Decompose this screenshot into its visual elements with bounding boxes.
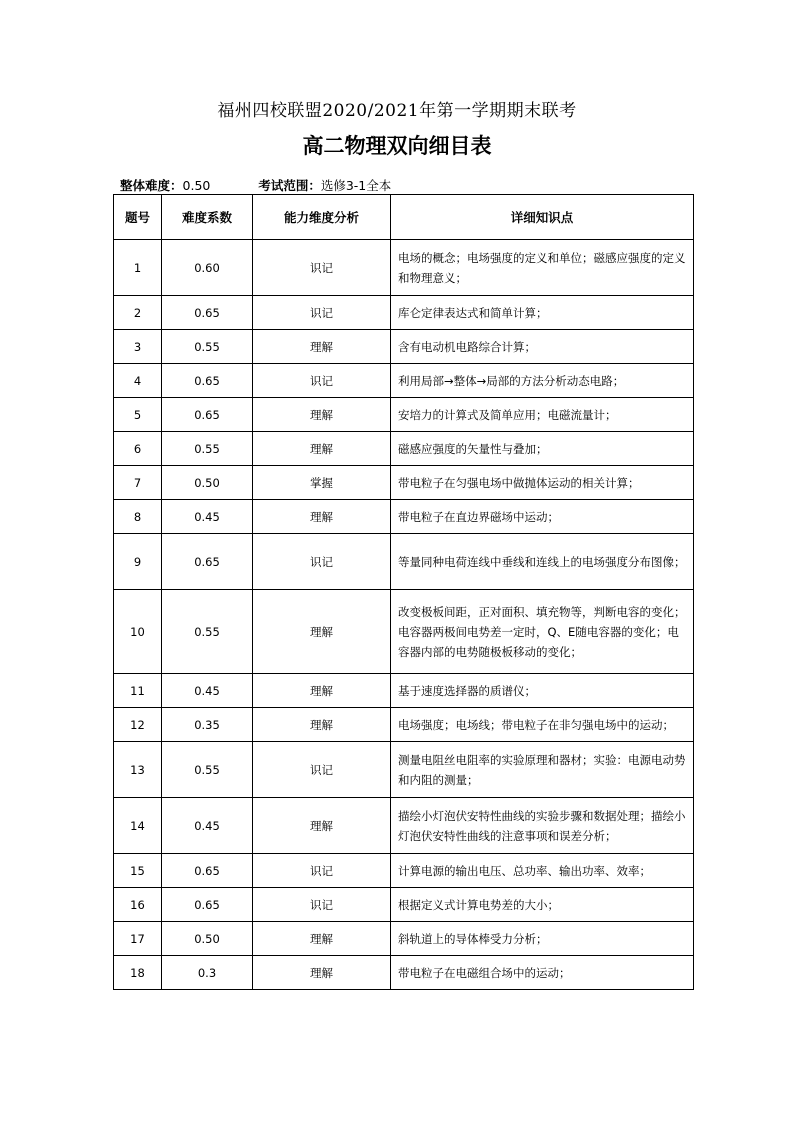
difficulty-coef: 0.60: [162, 240, 253, 296]
ability-dimension: 理解: [253, 500, 391, 534]
table-row: [114, 364, 694, 398]
difficulty-coef: 0.65: [162, 888, 253, 922]
knowledge-point: 带电粒子在电磁组合场中的运动；: [391, 956, 694, 990]
table-row: [114, 888, 694, 922]
question-no: 6: [114, 432, 162, 466]
ability-dimension: 理解: [253, 922, 391, 956]
ability-dimension: 识记: [253, 296, 391, 330]
knowledge-point: 利用局部→整体→局部的方法分析动态电路；: [391, 364, 694, 398]
question-no: 3: [114, 330, 162, 364]
difficulty-coef: 0.50: [162, 466, 253, 500]
difficulty-coef: 0.45: [162, 674, 253, 708]
header-difficulty: 难度系数: [162, 195, 253, 240]
question-no: 16: [114, 888, 162, 922]
ability-dimension: 理解: [253, 798, 391, 854]
question-no: 10: [114, 590, 162, 674]
table-row: [114, 708, 694, 742]
question-no: 15: [114, 854, 162, 888]
knowledge-point: 根据定义式计算电势差的大小；: [391, 888, 694, 922]
knowledge-point: 描绘小灯泡伏安特性曲线的实验步骤和数据处理；描绘小灯泡伏安特性曲线的注意事项和误差分析；: [391, 798, 694, 854]
header-knowledge: 详细知识点: [391, 195, 694, 240]
question-no: 5: [114, 398, 162, 432]
question-no: 9: [114, 534, 162, 590]
knowledge-point: 改变极板间距，正对面积、填充物等，判断电容的变化；电容器两极间电势差一定时，Q、E随电容器的变化；电容器内部的电势随极板移动的变化；: [391, 590, 694, 674]
knowledge-point: 斜轨道上的导体棒受力分析；: [391, 922, 694, 956]
page-header: 福州四校联盟2020/2021年第一学期期末联考: [217, 101, 577, 121]
question-no: 17: [114, 922, 162, 956]
difficulty-coef: 0.50: [162, 922, 253, 956]
table-row: [114, 296, 694, 330]
knowledge-point: 等量同种电荷连线中垂线和连线上的电场强度分布图像；: [391, 534, 694, 590]
question-no: 11: [114, 674, 162, 708]
table-row: [114, 432, 694, 466]
difficulty-coef: 0.55: [162, 330, 253, 364]
question-no: 13: [114, 742, 162, 798]
knowledge-point: 带电粒子在匀强电场中做抛体运动的相关计算；: [391, 466, 694, 500]
ability-dimension: 理解: [253, 674, 391, 708]
table-row: [114, 240, 694, 296]
ability-dimension: 识记: [253, 888, 391, 922]
spec-table: [113, 194, 694, 990]
ability-dimension: 掌握: [253, 466, 391, 500]
knowledge-point: 安培力的计算式及简单应用；电磁流量计；: [391, 398, 694, 432]
page-title: 高二物理双向细目表: [302, 134, 492, 158]
ability-dimension: 理解: [253, 432, 391, 466]
scope-value: 选修3-1全本: [320, 178, 392, 193]
table-row: [114, 922, 694, 956]
difficulty-coef: 0.65: [162, 296, 253, 330]
table-row: [114, 398, 694, 432]
scope-label: 考试范围：: [258, 178, 321, 193]
question-no: 4: [114, 364, 162, 398]
table-row: [114, 466, 694, 500]
question-no: 8: [114, 500, 162, 534]
table-row: [114, 956, 694, 990]
knowledge-point: 测量电阻丝电阻率的实验原理和器材；实验：电源电动势和内阻的测量；: [391, 742, 694, 798]
difficulty-coef: 0.45: [162, 798, 253, 854]
table-row: [114, 590, 694, 674]
ability-dimension: 识记: [253, 364, 391, 398]
question-no: 1: [114, 240, 162, 296]
table-row: [114, 674, 694, 708]
difficulty-coef: 0.65: [162, 534, 253, 590]
difficulty-coef: 0.65: [162, 364, 253, 398]
ability-dimension: 理解: [253, 956, 391, 990]
header-ability: 能力维度分析: [253, 195, 391, 240]
table-row: [114, 742, 694, 798]
ability-dimension: 理解: [253, 590, 391, 674]
question-no: 7: [114, 466, 162, 500]
difficulty-coef: 0.45: [162, 500, 253, 534]
question-no: 2: [114, 296, 162, 330]
question-no: 18: [114, 956, 162, 990]
difficulty-coef: 0.65: [162, 854, 253, 888]
table-header-row: [114, 195, 694, 240]
knowledge-point: 带电粒子在直边界磁场中运动；: [391, 500, 694, 534]
ability-dimension: 理解: [253, 330, 391, 364]
difficulty-coef: 0.55: [162, 590, 253, 674]
question-no: 12: [114, 708, 162, 742]
ability-dimension: 识记: [253, 240, 391, 296]
header-question-no: 题号: [114, 195, 162, 240]
difficulty-label: 整体难度：: [120, 178, 183, 193]
ability-dimension: 理解: [253, 398, 391, 432]
difficulty-coef: 0.35: [162, 708, 253, 742]
table-row: [114, 854, 694, 888]
knowledge-point: 库仑定律表达式和简单计算；: [391, 296, 694, 330]
table-row: [114, 798, 694, 854]
question-no: 14: [114, 798, 162, 854]
difficulty-coef: 0.55: [162, 742, 253, 798]
table-row: [114, 330, 694, 364]
difficulty-coef: 0.3: [162, 956, 253, 990]
difficulty-coef: 0.65: [162, 398, 253, 432]
difficulty-coef: 0.55: [162, 432, 253, 466]
ability-dimension: 识记: [253, 742, 391, 798]
knowledge-point: 含有电动机电路综合计算；: [391, 330, 694, 364]
table-row: [114, 500, 694, 534]
ability-dimension: 识记: [253, 534, 391, 590]
knowledge-point: 基于速度选择器的质谱仪；: [391, 674, 694, 708]
knowledge-point: 磁感应强度的矢量性与叠加；: [391, 432, 694, 466]
ability-dimension: 理解: [253, 708, 391, 742]
table-row: [114, 534, 694, 590]
knowledge-point: 电场的概念；电场强度的定义和单位；磁感应强度的定义和物理意义；: [391, 240, 694, 296]
knowledge-point: 电场强度；电场线；带电粒子在非匀强电场中的运动；: [391, 708, 694, 742]
knowledge-point: 计算电源的输出电压、总功率、输出功率、效率；: [391, 854, 694, 888]
exam-meta: [120, 176, 391, 194]
difficulty-value: 0.50: [182, 178, 211, 193]
ability-dimension: 识记: [253, 854, 391, 888]
